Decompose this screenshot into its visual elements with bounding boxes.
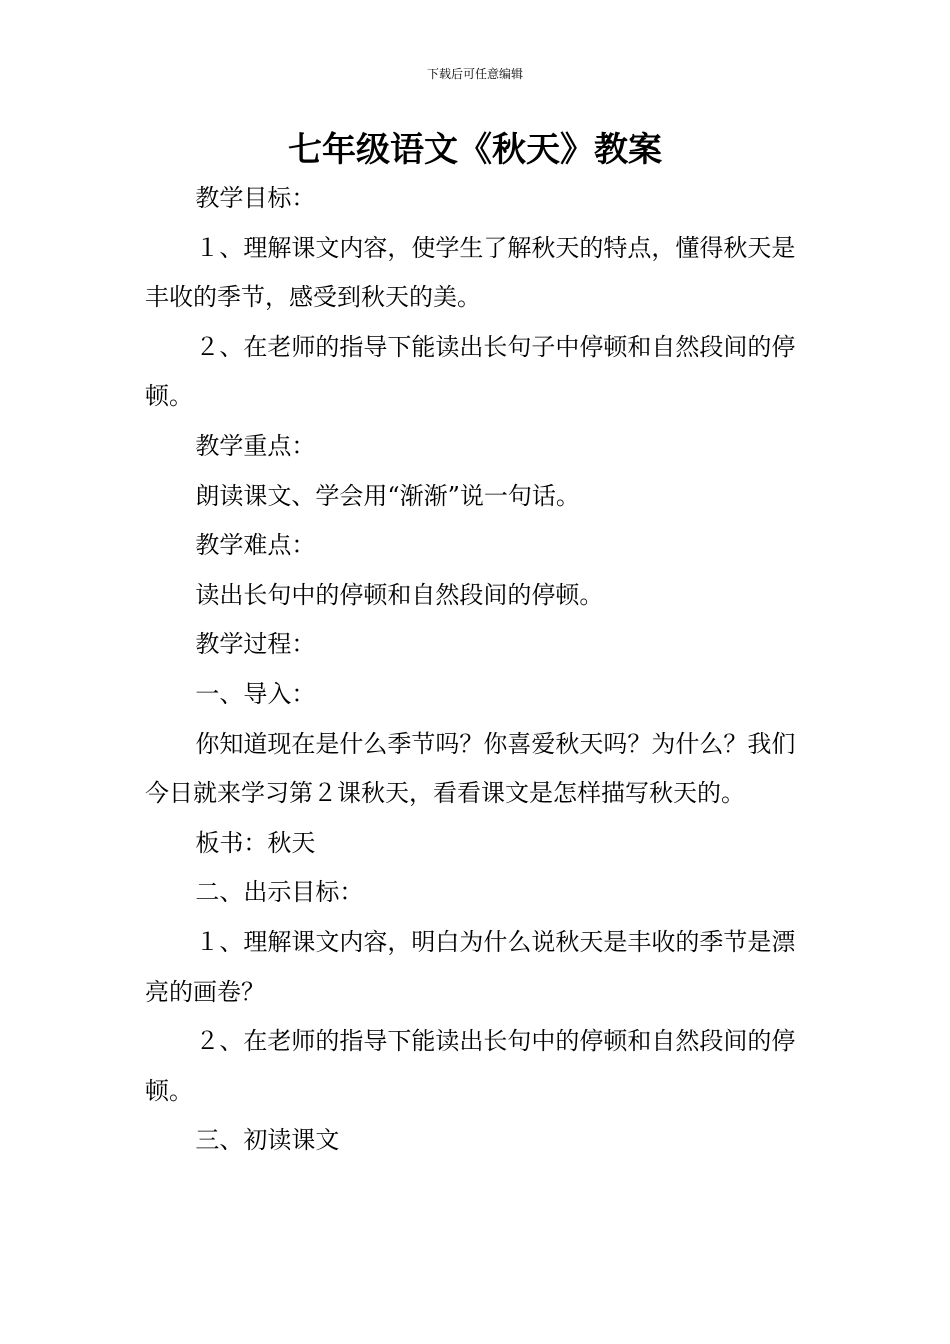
key-points-text: 朗读课文、学会用“渐渐”说一句话。 <box>195 481 580 510</box>
blackboard-text: 板书：秋天 <box>195 828 316 857</box>
page-header-note: 下载后可任意编辑 <box>426 67 523 81</box>
document-title: 七年级语文《秋天》教案 <box>288 130 662 170</box>
section-show-objectives: 二、出示目标： <box>195 878 364 907</box>
document-body <box>145 174 810 1166</box>
heading-difficulties: 教学难点： <box>195 531 316 560</box>
section-first-reading: 三、初读课文 <box>195 1126 340 1155</box>
heading-key-points: 教学重点： <box>195 431 316 460</box>
objective-item-2: ２、在老师的指导下能读出长句子中停顿和自然段间的停顿。 <box>145 332 796 411</box>
introduction-text: 你知道现在是什么季节吗？你喜爱秋天吗？为什么？我们今日就来学习第２课秋天，看看课文是怎样描写秋天的。 <box>145 729 796 808</box>
heading-teaching-objectives: 教学目标： <box>195 184 316 212</box>
difficulties-text: 读出长句中的停顿和自然段间的停顿。 <box>195 580 604 609</box>
show-objective-item-2: ２、在老师的指导下能读出长句中的停顿和自然段间的停顿。 <box>145 1027 796 1105</box>
show-objective-item-1: １、理解课文内容，明白为什么说秋天是丰收的季节是漂亮的画卷？ <box>145 927 796 1006</box>
section-introduction: 一、导入： <box>195 679 316 708</box>
objective-item-1: １、理解课文内容，使学生了解秋天的特点，懂得秋天是丰收的季节，感受到秋天的美。 <box>145 233 796 312</box>
heading-teaching-process: 教学过程： <box>195 630 316 659</box>
